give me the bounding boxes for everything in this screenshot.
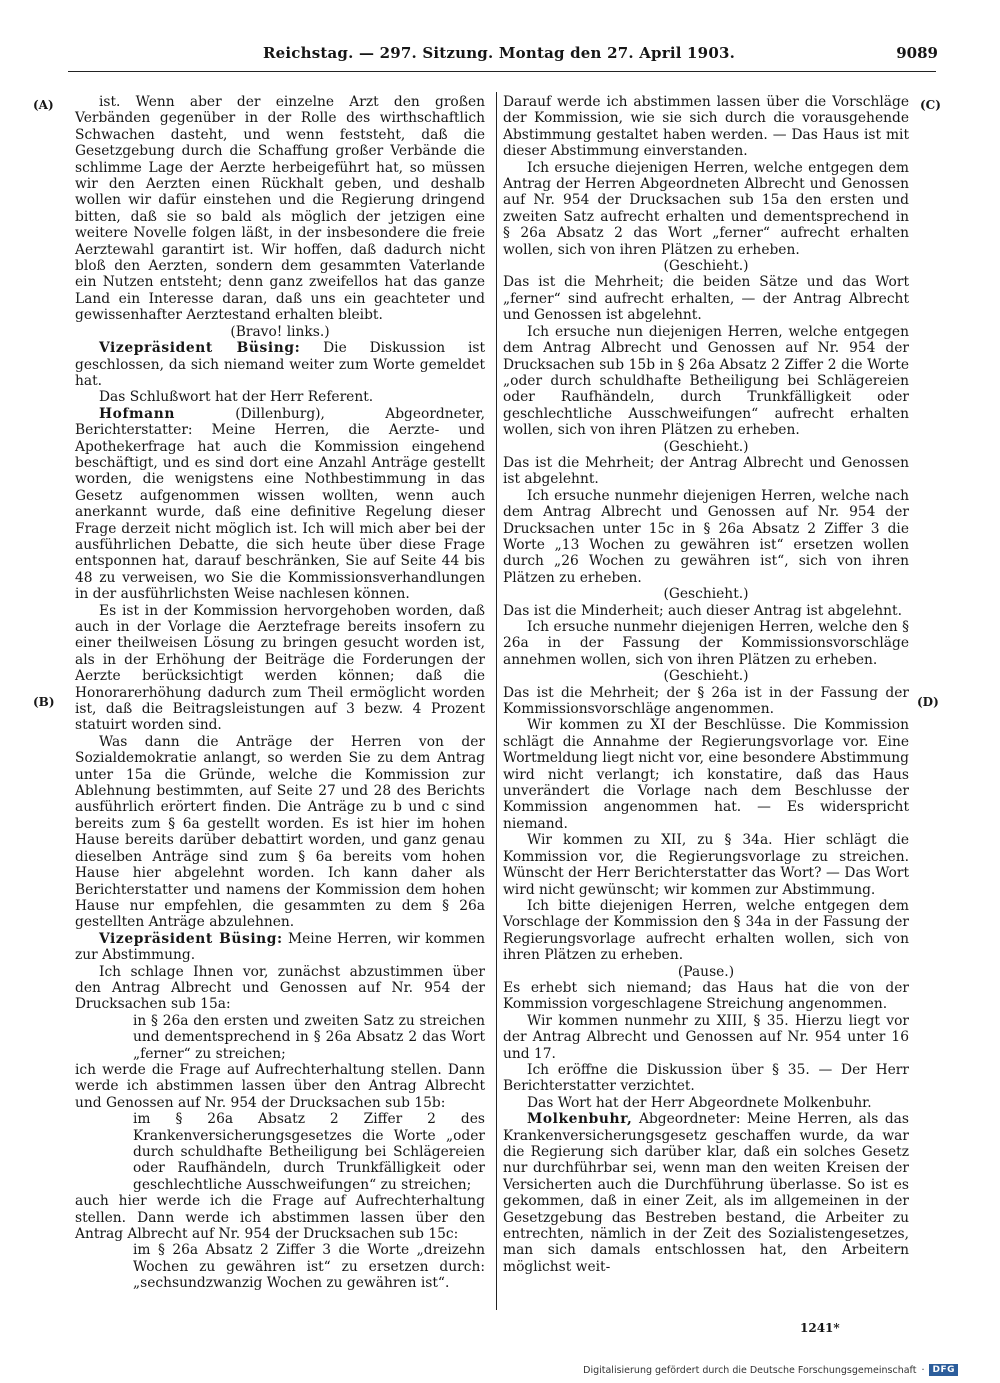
paragraph — [75, 406, 485, 603]
paragraph: Es ist in der Kommission hervorgehoben worden, daß auch in der Vorlage die Aerztefrage bereits insofern zu einer theilweisen Lösung zu bringen gesucht worden ist, als in der Erhöhung der Beiträge die Forderungen der Aerzte berücksichtigt werden können; daß die Honorarerhöhung dadurch zum Theil ermöglicht worden ist, daß die Beitragsleistungen auf 3 bezw. 4 Prozent statuirt worden sind. — [75, 602, 485, 734]
stage-direction: (Geschieht.) — [663, 438, 749, 455]
paragraph: Es erhebt sich niemand; das Haus hat die von der Kommission vorgeschlagene Streichung angenommen. — [503, 979, 909, 1013]
paragraph: Darauf werde ich abstimmen lassen über die Vorschläge der Kommission, wie sie sich durch die vorausgehende Abstimmung gestaltet haben werden. — Das Haus ist mit dieser Abstimmung einverstanden. — [503, 94, 909, 160]
speaker-name: Vizepräsident Büsing: — [99, 930, 283, 947]
paragraph: Ich schlage Ihnen vor, zunächst abzustimmen über den Antrag Albrecht und Genossen auf Nr. 954 der Drucksachen sub 15a: — [75, 963, 485, 1013]
paragraph: Wir kommen zu XII, zu § 34a. Hier schlägt die Kommission vor, die Regierungsvorlage zu streichen. Wünscht der Herr Berichterstatter das Wort? — Das Wort wird nicht gewünscht; wir kommen zur Abstimmung. — [503, 832, 909, 898]
speaker-name: Molkenbuhr, — [527, 1111, 633, 1128]
stage-direction: (Geschieht.) — [663, 258, 749, 275]
paragraph: Ich ersuche nun diejenigen Herren, welche entgegen dem Antrag Albrecht und Genossen auf Nr. 954 der Drucksachen sub 15b in § 26a Absatz 2 Ziffer 2 die Worte „oder durch schuldhafte Betheiligung bei Schlägereien oder Raufhändeln, durch Trunkfälligkeit oder geschlechtliche Ausschweifungen“ aufrecht erhalten wollen, sich von ihren Plätzen zu erheben. — [503, 323, 909, 439]
margin-mark-d: (D) — [917, 695, 939, 709]
paragraph: Ich ersuche diejenigen Herren, welche entgegen dem Antrag der Herren Abgeordneten Albrecht und Genossen auf Nr. 954 der Drucksachen sub 15a den ersten und zweiten Satz aufrecht erhalten und dementsprechend in § 26a Absatz 2 das Wort „ferner“ aufrecht erhalten wollen, sich von ihren Plätzen zu erheben. — [503, 159, 909, 258]
paragraph — [503, 1111, 909, 1275]
speech-text: (Dillenburg), Abgeordneter, Berichterstatter: Meine Herren, die Aerzte- und Apothekerfrage hat auch die Kommission eingehend beschäftigt, und es sind dort eine Anzahl Anträge gestellt worden, die wenigstens eine Nothbestimmung in das Gesetz aufgenommen wissen wollten, wenn auch anerkannt wurde, daß eine definitive Regelung dieser Frage derzeit nicht möglich ist. Ich will mich aber bei der ausführlichen Debatte, die sich heute über diese Frage entsponnen hat, darauf beschränken, Sie auf Seite 44 bis 48 zu verweisen, wo Sie die Kommissionsverhandlungen in der ausführlichsten Weise nachlesen können. — [75, 405, 485, 603]
paragraph: Das ist die Minderheit; auch dieser Antrag ist abgelehnt. — [503, 602, 902, 619]
paragraph: Wir kommen nunmehr zu XIII, § 35. Hierzu liegt vor der Antrag Albrecht und Genossen auf Nr. 954 unter 16 und 17. — [503, 1012, 909, 1062]
margin-mark-c: (C) — [920, 98, 941, 112]
stage-direction: (Geschieht.) — [663, 586, 749, 603]
speaker-name: Hofmann — [99, 405, 175, 422]
paragraph: Das ist die Mehrheit; der § 26a ist in der Fassung der Kommissionsvorschläge angenommen. — [503, 684, 909, 718]
page-number: 9089 — [896, 44, 938, 62]
header-title: Reichstag. — 297. Sitzung. Montag den 27. April 1903. — [262, 44, 736, 62]
paragraph: auch hier werde ich die Frage auf Aufrechterhaltung stellen. Dann werde ich abstimmen lassen über den Antrag Albrecht auf Nr. 954 der Drucksachen sub 15c: — [75, 1193, 485, 1243]
stage-direction: (Geschieht.) — [663, 668, 749, 685]
speech-text: Meine Herren, wir kommen zur Abstimmung. — [75, 930, 486, 964]
quoted-motion: in § 26a den ersten und zweiten Satz zu streichen und dementsprechend in § 26a Absatz 2 das Wort „ferner“ zu streichen; — [133, 1012, 485, 1062]
paragraph: Was dann die Anträge der Herren von der Sozialdemokratie anlangt, so werden Sie zu dem Antrag unter 15a die Gründe, welche die Kommission zur Ablehnung bestimmten, auf Seite 27 und 28 des Berichts ausführlich erörtert finden. Die Anträge zu b und c sind bereits zum § 6a gestellt worden. Es ist hier im hohen Hause bereits darüber debattirt worden, und ganz genau dieselben Anträge sind zum § 6a bereits vom hohen Hause hier abgelehnt worden. Ich kann daher als Berichterstatter und namens der Kommission dem hohen Hause nur empfehlen, die gesammten zu dem § 26a gestellten Anträge abzulehnen. — [75, 733, 485, 931]
paragraph: ist. Wenn aber der einzelne Arzt den großen Verbänden gegenüber in der Rolle des wirthschaftlich Schwachen dasteht, und wenn feststeht, daß die Gesetzgebung durch die Schaffung großer Verbände die schlimme Lage der Aerzte herbeigeführt hat, so müssen wir den Aerzten einen Rückhalt geben, und deshalb wollen wir dafür einstehen und die Regierung dringend bitten, daß sie so bald als möglich der jetzigen eine weitere Novelle folgen läßt, in der insbesondere die freie Aerztewahl garantirt ist. Wir hoffen, daß dadurch nicht bloß den Aerzten, sondern dem gesammten Vaterlande ein Nutzen entsteht; denn ganz zweifellos hat das ganze Land ein Interesse daran, daß uns ein geachteter und gewissenhafter Aerztestand erhalten bleibt. — [75, 94, 485, 324]
signature-mark: 1241* — [800, 1321, 840, 1335]
paragraph: Ich eröffne die Diskussion über § 35. — Der Herr Berichterstatter verzichtet. — [503, 1061, 909, 1095]
footer: Digitalisierung gefördert durch die Deutsche Forschungsgemeinschaft · DFG — [583, 1364, 958, 1376]
paragraph: Ich ersuche nunmehr diejenigen Herren, welche den § 26a in der Fassung der Kommissionsvorschläge annehmen wollen, sich von ihren Plätzen zu erheben. — [503, 619, 909, 668]
paragraph — [75, 931, 485, 964]
margin-mark-a: (A) — [33, 98, 54, 112]
left-column — [75, 94, 485, 1292]
stage-direction: (Bravo! links.) — [230, 323, 330, 340]
column-divider — [496, 92, 497, 1310]
paragraph: Das Wort hat der Herr Abgeordnete Molkenbuhr. — [527, 1094, 872, 1111]
paragraph: Ich bitte diejenigen Herren, welche entgegen dem Vorschlage der Kommission den § 34a in der Fassung der Regierungsvorlage aufrecht erhalten wollen, sich von ihren Plätzen zu erheben. — [503, 897, 909, 964]
paragraph: Ich ersuche nunmehr diejenigen Herren, welche nach dem Antrag Albrecht und Genossen auf Nr. 954 der Drucksachen unter 15c in § 26a Absatz 2 Ziffer 3 die Worte „13 Wochen zu gewähren ist“ ersetzen wollen durch „26 Wochen zu gewähren ist“, sich von ihren Plätzen zu erheben. — [503, 487, 909, 586]
quoted-motion: im § 26a Absatz 2 Ziffer 3 die Worte „dreizehn Wochen zu gewähren ist“ zu ersetzen durch: „sechsundzwanzig Wochen zu gewähren ist“. — [133, 1242, 485, 1292]
paragraph: ich werde die Frage auf Aufrechterhaltung stellen. Dann werde ich abstimmen lassen über den Antrag Albrecht und Genossen auf Nr. 954 der Drucksachen sub 15b: — [75, 1061, 485, 1111]
footer-credit: Digitalisierung gefördert durch die Deutsche Forschungsgemeinschaft — [583, 1364, 917, 1376]
right-column — [503, 94, 909, 1275]
paragraph: Das ist die Mehrheit; die beiden Sätze und das Wort „ferner“ sind aufrecht erhalten, — der Antrag Albrecht und Genossen ist abgelehnt. — [503, 274, 909, 324]
speech-text: Abgeordneter: Meine Herren, als das Krankenversicherungsgesetz geschaffen wurde, da war die Regierung sich darüber klar, daß ein solches Gesetz nur durchführbar sei, wenn man den weiten Kreisen der Versicherten auch die Durchführung überlasse. So ist es gekommen, daß in einer Zeit, als im allgemeinen in der Gesetzgebung das Bestreben bestand, die Arbeiter zu entrechten, nämlich in der Zeit des Sozialistengesetzes, man sich damals entschlossen hat, den Arbeitern möglichst weit- — [503, 1111, 909, 1275]
margin-mark-b: (B) — [33, 695, 55, 709]
paragraph: Wir kommen zu XI der Beschlüsse. Die Kommission schlägt die Annahme der Regierungsvorlage vor. Eine Wortmeldung liegt nicht vor, eine besondere Abstimmung wird nicht verlangt; ich konstatire, daß das Haus unverändert die Vorlage nach dem Beschlusse der Kommission angenommen hat. — Es widerspricht niemand. — [503, 717, 909, 832]
paragraph: Das Schlußwort hat der Herr Referent. — [99, 389, 374, 406]
speech-text: Die Diskussion ist geschlossen, da sich niemand weiter zum Worte gemeldet hat. — [75, 340, 485, 389]
page-header — [60, 44, 938, 70]
quoted-motion: im § 26a Absatz 2 Ziffer 2 des Krankenversicherungsgesetzes die Worte „oder durch schuldhafte Betheiligung bei Schlägereien oder Raufhändeln, durch Trunkfälligkeit oder geschlechtliche Ausschweifungen“ zu streichen; — [133, 1111, 485, 1193]
paragraph: Das ist die Mehrheit; der Antrag Albrecht und Genossen ist abgelehnt. — [503, 454, 909, 488]
header-rule — [68, 71, 936, 72]
dfg-logo: DFG — [929, 1364, 958, 1376]
speaker-name: Vizepräsident Büsing: — [99, 340, 301, 357]
paragraph — [75, 340, 485, 389]
stage-direction: (Pause.) — [677, 963, 735, 980]
